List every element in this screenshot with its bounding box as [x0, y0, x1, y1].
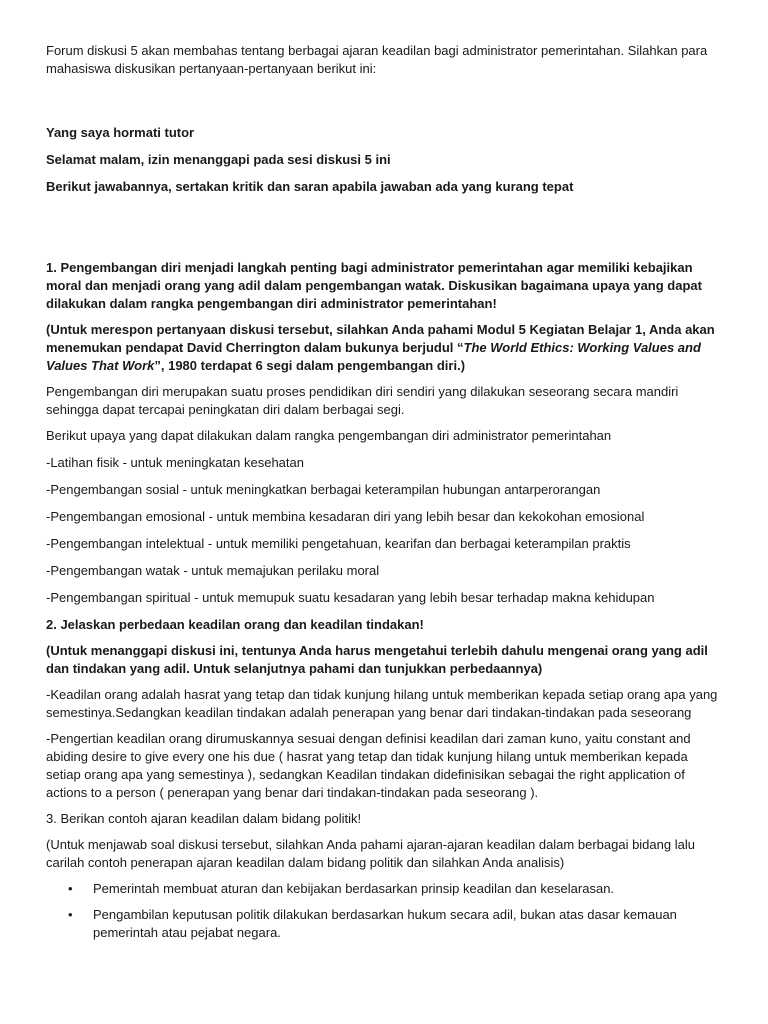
question-2: 2. Jelaskan perbedaan keadilan orang dan keadilan tindakan! [46, 617, 424, 632]
hint-text-end: ”, 1980 terdapat 6 segi dalam pengembangan diri.) [154, 358, 466, 373]
bullet-icon: • [68, 881, 73, 896]
bullet-text: Pengambilan keputusan politik dilakukan berdasarkan hukum secara adil, bukan atas dasar kemauan pemerintah atau pejabat negara. [93, 907, 677, 940]
answer-2-paragraph-2: -Pengertian keadilan orang dirumuskannya sesuai dengan definisi keadilan dari zaman kuno, yaitu constant and abiding desire to give every one his due ( hasrat yang tetap dan tidak kunjung hilang untuk memberikan kepada setiap orang apa yang semestinya ), sedangkan Keadilan tindakan didefinisikan sebagai the right application of actions to a person ( penerapan yang benar dari tindakan-tindakan pada seseorang ). [46, 731, 691, 800]
list-item: -Pengembangan sosial - untuk meningkatkan berbagai keterampilan hubungan antarperorangan [46, 482, 601, 497]
question-2-hint: (Untuk menanggapi diskusi ini, tentunya Anda harus mengetahui terlebih dahulu mengenai orang yang adil dan tindakan yang adil. Untuk selanjutnya pahami dan tunjukkan perbedaannya) [46, 643, 708, 676]
bullet-item [46, 880, 722, 898]
question-1-hint [46, 321, 722, 375]
bullet-text: Pemerintah membuat aturan dan kebijakan berdasarkan prinsip keadilan dan keselarasan. [93, 881, 615, 896]
answer-1-paragraph-2: Berikut upaya yang dapat dilakukan dalam rangka pengembangan diri administrator pemerintahan [46, 428, 612, 443]
answer-1-paragraph-1: Pengembangan diri merupakan suatu proses pendidikan diri sendiri yang dilakukan seseorang secara mandiri sehingga dapat tercapai peningkatan diri dalam berbagai segi. [46, 384, 679, 417]
answer-2-paragraph-1: -Keadilan orang adalah hasrat yang tetap dan tidak kunjung hilang untuk memberikan kepada setiap orang apa yang semestinya.Sedangkan keadilan tindakan adalah penerapan yang benar dari tindakan-tindakan pada seseorang [46, 687, 718, 720]
greeting-line-3: Berikut jawabannya, sertakan kritik dan saran apabila jawaban ada yang kurang tepat [46, 179, 574, 194]
bullet-icon: • [68, 907, 73, 922]
intro-paragraph: Forum diskusi 5 akan membahas tentang berbagai ajaran keadilan bagi administrator pemerintahan. Silahkan para mahasiswa diskusikan pertanyaan-pertanyaan berikut ini: [46, 43, 708, 76]
list-item: -Latihan fisik - untuk meningkatan kesehatan [46, 455, 304, 470]
list-item: -Pengembangan watak - untuk memajukan perilaku moral [46, 563, 380, 578]
list-item: -Pengembangan spiritual - untuk memupuk suatu kesadaran yang lebih besar terhadap makna kehidupan [46, 590, 655, 605]
greeting-line-2: Selamat malam, izin menanggapi pada sesi diskusi 5 ini [46, 152, 391, 167]
hint-text: (Untuk merespon pertanyaan diskusi tersebut, silahkan Anda pahami Modul 5 Kegiatan Belajar 1, Anda akan menemukan pendapat David Cherrington dalam bukunya berjudul “ [46, 322, 715, 355]
question-3: 3. Berikan contoh ajaran keadilan dalam bidang politik! [46, 811, 362, 826]
bullet-list [46, 880, 722, 942]
book-title: The World Ethics: Working Values and Values That Work [46, 340, 701, 373]
question-3-hint: (Untuk menjawab soal diskusi tersebut, silahkan Anda pahami ajaran-ajaran keadilan dalam berbagai bidang lalu carilah contoh penerapan ajaran keadilan dalam bidang politik dan silahkan Anda analisis) [46, 837, 695, 870]
bullet-item [46, 906, 722, 942]
list-item: -Pengembangan emosional - untuk membina kesadaran diri yang lebih besar dan kekokohan emosional [46, 509, 645, 524]
greeting-line-1: Yang saya hormati tutor [46, 125, 195, 140]
list-item: -Pengembangan intelektual - untuk memiliki pengetahuan, kearifan dan berbagai keterampilan praktis [46, 536, 631, 551]
question-1: 1. Pengembangan diri menjadi langkah penting bagi administrator pemerintahan agar memiliki kebajikan moral dan menjadi orang yang adil dalam pengembangan watak. Diskusikan bagaimana upaya yang dapat dilakukan dalam rangka pengembangan diri administrator pemerintahan! [46, 260, 702, 311]
